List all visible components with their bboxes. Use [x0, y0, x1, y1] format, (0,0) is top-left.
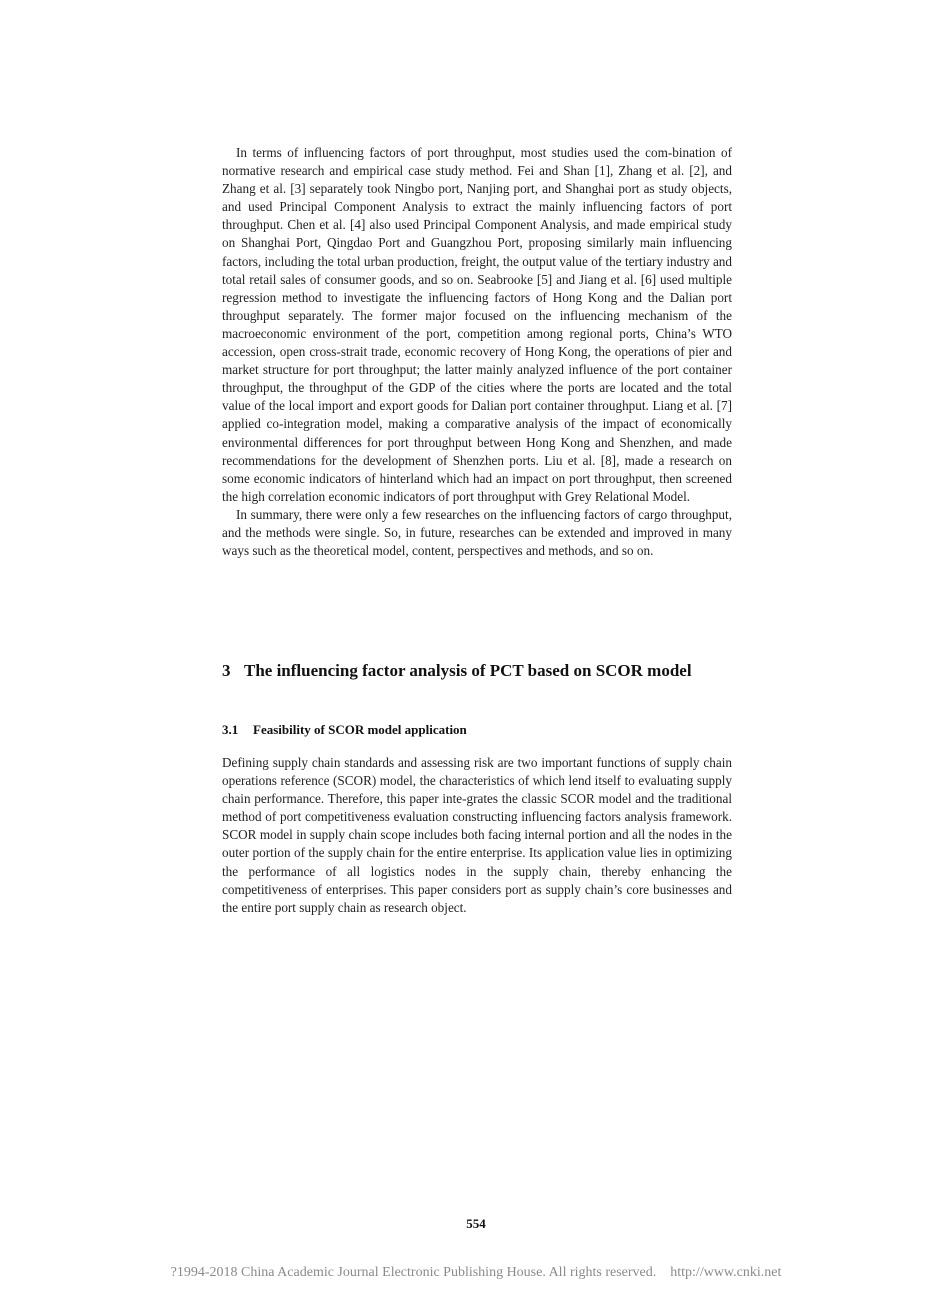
- paragraph-scor-feasibility: Defining supply chain standards and assessing risk are two important functions of supply chain operations reference (SCOR) model, the characteristics of which lend itself to evaluating supply chain performance. Therefore, this paper inte-grates the classic SCOR model and the traditional method of port competitiveness evaluation constructing influencing factors analysis framework. SCOR model in supply chain scope includes both facing internal portion and all the nodes in the outer portion of the supply chain for the entire enterprise. Its application value lies in optimizing the performance of all logistics nodes in the supply chain, thereby enhancing the competitiveness of enterprises. This paper considers port as supply chain’s core businesses and the entire port supply chain as research object.: [222, 755, 732, 915]
- subsection-heading: [222, 721, 732, 739]
- body-text: [222, 144, 732, 560]
- footer-copyright: ?1994-2018 China Academic Journal Electronic Publishing House. All rights reserved.: [170, 1265, 657, 1280]
- paragraph-influencing-factors: In terms of influencing factors of port throughput, most studies used the com-bination of normative research and empirical case study method. Fei and Shan [1], Zhang et al. [2], and Zhang et al. [3] separately took Ningbo port, Nanjing port, and Shanghai port as study objects, and used Principal Component Analysis to extract the mainly influencing factors of port throughput. Chen et al. [4] also used Principal Component Analysis, and made empirical study on Shanghai Port, Qingdao Port and Guangzhou Port, proposing similarly main influencing factors, including the total urban production, freight, the output value of the tertiary industry and total retail sales of consumer goods, and so on. Seabrooke [5] and Jiang et al. [6] used multiple regression method to investigate the influencing factors of Hong Kong and the Dalian port throughput separately. The former major focused on the influencing mechanism of the macroeconomic environment of the port, competition among regional ports, China’s WTO accession, open cross-strait trade, economic recovery of Hong Kong, the operations of pier and market structure for port throughput; the latter mainly analyzed influence of the port container throughput, the throughput of the GDP of the cities where the ports are located and the total value of the local import and export goods for Dalian port container throughput. Liang et al. [7] applied co-integration model, making a comparative analysis of the impact of economically environmental differences for port throughput between Hong Kong and Shenzhen, and made recommendations for the development of Shenzhen ports. Liu et al. [8], made a research on some economic indicators of hinterland which had an impact on port throughput, then screened the high correlation economic indicators of port throughput with Grey Relational Model.: [222, 145, 732, 504]
- paragraph-summary: In summary, there were only a few researches on the influencing factors of cargo throughput, and the methods were single. So, in future, researches can be extended and improved in many ways such as the theoretical model, content, perspectives and methods, and so on.: [222, 506, 732, 559]
- subsection-body: [222, 754, 732, 917]
- section-heading: [222, 660, 732, 682]
- section-title: The influencing factor analysis of PCT based on SCOR model: [244, 661, 692, 680]
- subsection-title: Feasibility of SCOR model application: [253, 722, 467, 737]
- section-number: 3: [222, 661, 231, 680]
- footer: [0, 1265, 952, 1281]
- page-number: 554: [466, 1216, 486, 1231]
- footer-url[interactable]: http://www.cnki.net: [670, 1265, 782, 1280]
- subsection-number: 3.1: [222, 722, 239, 737]
